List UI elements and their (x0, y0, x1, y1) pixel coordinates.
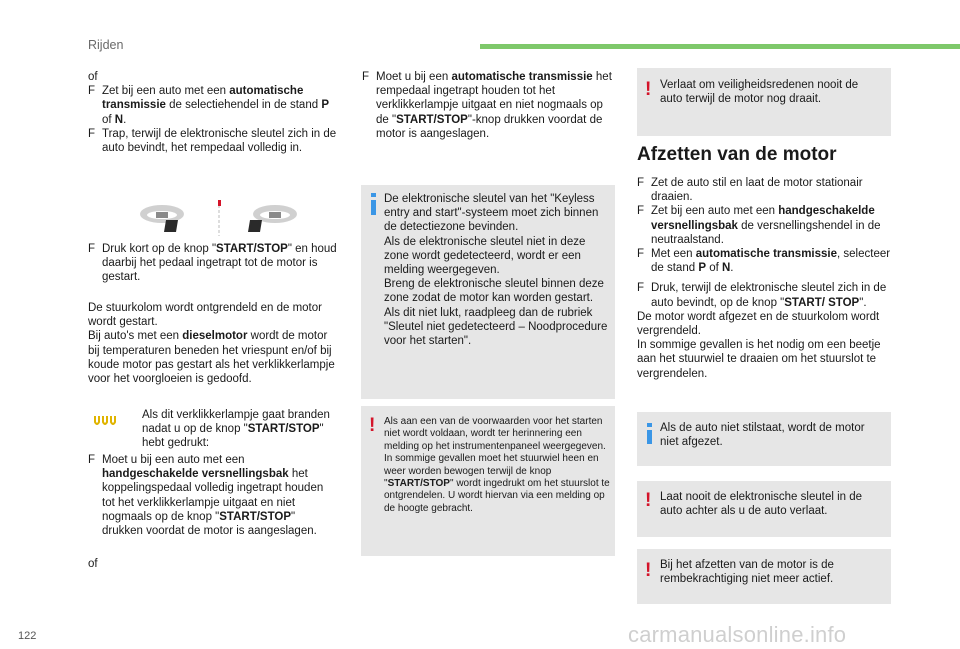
info-box (637, 412, 891, 466)
arrow-bullet-icon: F (362, 71, 370, 83)
warning-box (637, 481, 891, 537)
warning-box (637, 549, 891, 604)
section-title: Rijden (88, 38, 124, 52)
paragraph-stop: De motor wordt afgezet en de stuurkolom wordt vergrendeld. In sommige gevallen is het nodig om een beetje aan het stuurwiel te draaien om het stuurslot te vergrendelen. (637, 310, 881, 380)
info-text: Als de auto niet stilstaat, wordt de motor niet afgezet. (660, 422, 865, 449)
page-number: 122 (18, 630, 37, 642)
or-label: of (88, 71, 98, 83)
glow-plug-icon (92, 414, 120, 428)
paragraph-steering: De stuurkolom wordt ontgrendeld en de motor wordt gestart. (88, 302, 322, 329)
warning-text: Als aan een van de voorwaarden voor het starten niet wordt voldaan, wordt ter herinnering een melding op het instrumentenpaneel weergegeven. In sommige gevallen moet het stuurwiel heen en weer worden bewogen terwijl de knop "START/STOP" wordt ingedrukt om het stuurslot te ontgrendelen. U wordt hiervan via een melding op de hoogte gebracht. (384, 416, 610, 514)
arrow-bullet-icon: F (637, 205, 645, 218)
warning-text: Bij het afzetten van de motor is de rembekrachtiging niet meer actief. (660, 559, 834, 586)
arrow-bullet-icon: F (88, 454, 96, 466)
or-label: of (88, 558, 98, 570)
col1-paragraph (88, 301, 338, 386)
list-item: F Moet u bij een auto met een handgeschakelde versnellingsbak het koppelingspedaal volledig ingetrapt houden tot het verklikkerlampje uitgaat en niet nogmaals op de knop "START/STOP" drukken voordat de motor is aangeslagen. (88, 454, 324, 538)
list-item: F Moet u bij een automatische transmissie het rempedaal ingetrapt houden tot het verklikkerlampje uitgaat en niet nogmaals op de "START/STOP"-knop drukken voordat de motor is aangeslagen. (362, 71, 612, 140)
exclamation-warning-icon: ! (645, 79, 652, 100)
col1-druk (88, 242, 338, 285)
arrow-bullet-icon: F (637, 177, 645, 189)
arrow-bullet-icon: F (88, 85, 96, 98)
warning-text: Verlaat om veiligheidsredenen nooit de auto terwijl de motor nog draait. (660, 79, 859, 106)
arrow-bullet-icon: F (88, 127, 96, 140)
exclamation-warning-icon: ! (369, 415, 376, 436)
warning-box (637, 68, 891, 136)
paragraph-diesel: Bij auto's met een dieselmotor wordt de motor bij temperaturen beneden het vriespunt en/of bij koude motor pas gestart als het verklikkerlampje voor het voorgloeien is gedoofd. (88, 330, 335, 386)
col2-auto (362, 70, 614, 141)
watermark: carmanualsonline.info (628, 622, 847, 647)
col1-text-top (88, 70, 338, 155)
arrow-bullet-icon: F (637, 248, 645, 261)
warning-box (361, 406, 615, 556)
list-item: F Trap, terwijl de elektronische sleutel zich in de auto bevindt, het rempedaal volledig in. (88, 127, 337, 155)
warning-text: Laat nooit de elektronische sleutel in de auto achter als u de auto verlaat. (660, 491, 863, 518)
list-item: F Met een automatische transmissie, selecteer de stand P of N. (637, 248, 891, 275)
info-text: De elektronische sleutel van het "Keyless entry and start"-systeem moet zich binnen de detectiezone bevinden. Als de elektronische sleutel niet in deze zone wordt gedetecteerd, wordt er een melding weergegeven. Breng de elektronische sleutel binnen deze zone zodat de motor kan worden gestart. Als dit niet lukt, raadpleeg dan de rubriek "Sleutel niet gedetecteerd – Noodprocedure voor het starten". (384, 193, 608, 348)
col3-list (637, 176, 891, 381)
info-bar-icon (371, 200, 376, 215)
info-box (361, 185, 615, 399)
arrow-bullet-icon: F (637, 282, 645, 295)
col1-hand (88, 453, 338, 538)
exclamation-warning-icon: ! (645, 490, 652, 511)
section-color-bar (480, 44, 960, 49)
list-item: F Druk, terwijl de elektronische sleutel zich in de auto bevindt, op de knop "START/ STOP". (637, 282, 887, 309)
section-heading: Afzetten van de motor (637, 144, 837, 165)
arrow-bullet-icon: F (88, 243, 96, 255)
list-item: F Zet bij een auto met een handgeschakelde versnellingsbak de versnellingshendel in de neutraalstand. (637, 205, 881, 246)
list-item: F Zet de auto stil en laat de motor stationair draaien. (637, 177, 863, 204)
list-item: F Zet bij een auto met een automatische transmissie de selectiehendel in de stand P of N. (88, 85, 329, 126)
exclamation-warning-icon: ! (645, 560, 652, 581)
info-bar-icon (647, 430, 652, 444)
steering-pedal-icon (130, 198, 308, 238)
list-item: F Druk kort op de knop "START/STOP" en houd daarbij het pedaal ingetrapt tot de motor is gestart. (88, 243, 337, 284)
glow-warning-text: Als dit verklikkerlampje gaat branden nadat u op de knop "START/STOP" hebt gedrukt: (142, 409, 330, 450)
